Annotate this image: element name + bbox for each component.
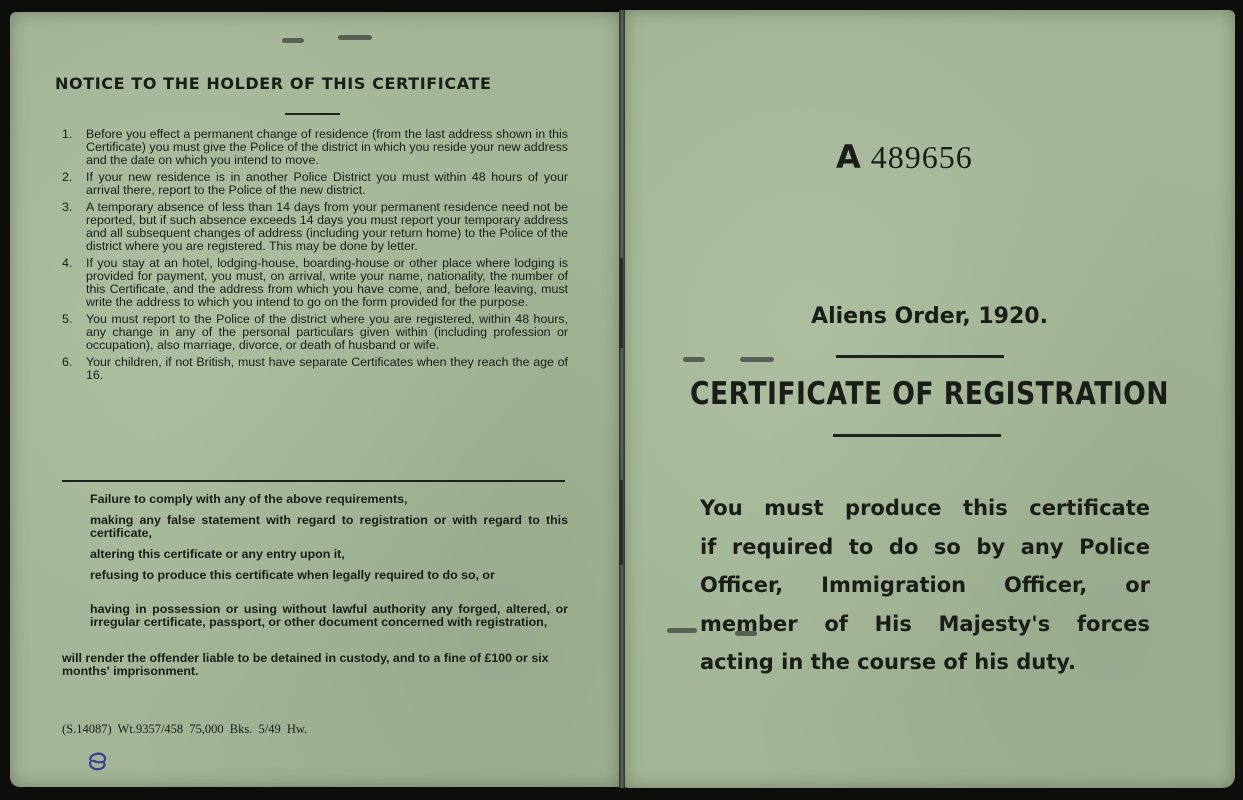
- staple-mark: [667, 628, 697, 633]
- penalty-closing: will render the offender liable to be detained in custody, and to a fine of £100 or six months' imprisonment.: [62, 651, 549, 678]
- staple-mark: [683, 357, 705, 362]
- stitch-mark: [619, 480, 623, 565]
- penalty-item: making any false statement with regard to registration or with regard to this certificate,: [90, 513, 568, 540]
- notice-item: [62, 356, 568, 382]
- title-rule-top: [836, 355, 1004, 358]
- notice-item: [62, 171, 568, 197]
- notice-text: A temporary absence of less than 14 days from your permanent residence need not be reported, but if such absence exceeds 14 days you must report your temporary address and all subsequent changes of address (including your return home) to the Police of the district where you are registered. This may be done by letter.: [86, 200, 568, 253]
- instruction-line: acting in the course of his duty.: [700, 650, 1076, 674]
- instruction-line: member of His Majesty's forces: [700, 611, 1150, 636]
- penalty-item: having in possession or using without lawful authority any forged, altered, or irregular certificate, passport, or other document concerned with registration,: [90, 602, 568, 629]
- produce-instruction: [700, 489, 1150, 682]
- notice-text: You must report to the Police of the district where you are registered, within 48 hours, any change in any of the personal particulars given within (including profession or occupation), also marriage, divorce, or death of husband or wife.: [86, 312, 568, 352]
- notice-item: [62, 313, 568, 352]
- title-rule-bottom: [833, 434, 1001, 437]
- notice-text: If you stay at an hotel, lodging-house, boarding-house or other place where lodging is provided for payment, you must, on arrival, write your name, nationality, the number of this Certificate, and the address from which you have come, and, before leaving, must write the address to which you intend to go on the form provided for the purpose.: [86, 256, 568, 309]
- notice-item: [62, 128, 568, 167]
- instruction-line: if required to do so by any Police: [700, 534, 1150, 559]
- instruction-line: You must produce this certificate: [700, 496, 1150, 520]
- notice-item: [62, 257, 568, 309]
- notice-number: 2.: [62, 170, 73, 184]
- notice-number: 5.: [62, 312, 73, 326]
- notice-number: 4.: [62, 256, 73, 270]
- notice-number: 3.: [62, 200, 73, 214]
- print-code: (S.14087) Wt.9357/458 75,000 Bks. 5/49 Hw.: [62, 722, 308, 736]
- notice-number: 1.: [62, 127, 73, 141]
- staple-mark: [282, 38, 304, 43]
- serial-number: 489656: [870, 139, 973, 175]
- notice-text: Before you effect a permanent change of residence (from the last address shown in this Certificate) you must give the Police of the district in which you reside your new address and the date on which you intend to move.: [86, 127, 568, 167]
- penalty-item: altering this certificate or any entry upon it,: [90, 547, 345, 561]
- certificate-title: CERTIFICATE OF REGISTRATION: [689, 376, 1170, 412]
- certificate-serial: [836, 138, 973, 176]
- instruction-line: Officer, Immigration Officer, or: [700, 573, 1150, 597]
- booklet-spine: [619, 10, 625, 788]
- staple-mark: [740, 357, 774, 362]
- penalty-intro: Failure to comply with any of the above requirements,: [90, 492, 408, 506]
- serial-prefix: A: [836, 138, 861, 176]
- stitch-mark: [619, 258, 623, 348]
- section-divider: [62, 480, 565, 482]
- notice-number: 6.: [62, 355, 73, 369]
- order-title: Aliens Order, 1920.: [811, 304, 1048, 329]
- ink-mark: [84, 750, 112, 772]
- penalty-item: refusing to produce this certificate when legally required to do so, or: [90, 568, 495, 582]
- notice-text: Your children, if not British, must have separate Certificates when they reach the age of 16.: [86, 355, 568, 382]
- notice-list: [62, 128, 568, 386]
- staple-mark: [338, 35, 372, 40]
- notice-title: NOTICE TO THE HOLDER OF THIS CERTIFICATE: [55, 74, 492, 93]
- notice-item: [62, 201, 568, 253]
- title-underline: [285, 113, 340, 115]
- notice-text: If your new residence is in another Police District you must within 48 hours of your arrival there, report to the Police of the new district.: [86, 170, 568, 197]
